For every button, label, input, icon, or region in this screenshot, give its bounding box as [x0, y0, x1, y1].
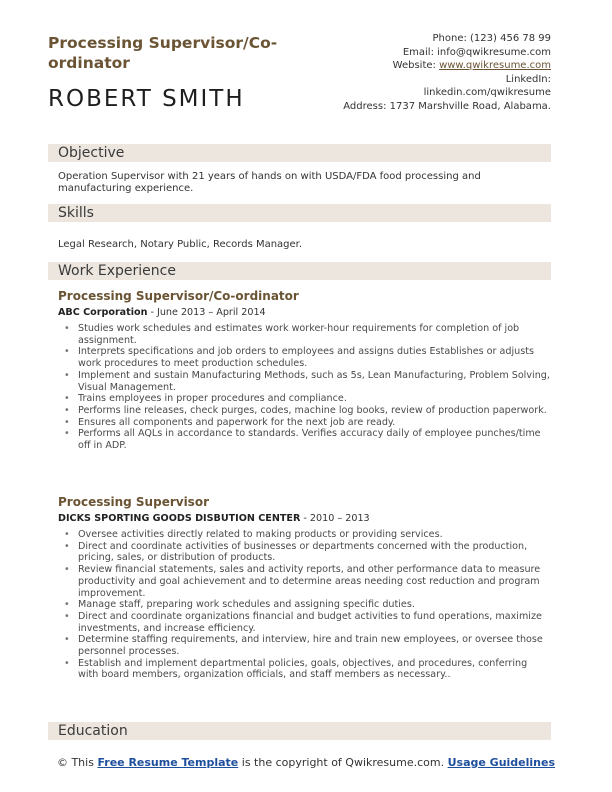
list-item: • Interprets specifications and job orders to employees and assigns duties Establishes or adjusts work procedures to meet production schedules. — [58, 346, 550, 369]
website-label: Website: — [392, 60, 440, 71]
objective-text: Operation Supervisor with 21 years of hands on with USDA/FDA food processing and manufacturing experience. — [58, 171, 481, 194]
website-link[interactable]: www.qwikresume.com — [439, 60, 551, 71]
free-resume-template-link[interactable]: Free Resume Template — [97, 756, 239, 769]
copyright-footer — [48, 756, 564, 770]
contact-website — [321, 59, 551, 73]
objective-heading: Objective — [58, 145, 125, 161]
list-item: • Performs all AQLs in accordance to standards. Verifies accuracy daily of employee punches/time off in ADP. — [58, 428, 550, 451]
list-item: • Direct and coordinate activities of businesses or departments concerned with the production, pricing, sales, or distribution of products. — [58, 541, 550, 564]
job-company-line — [58, 513, 370, 525]
contact-linkedin: linkedin.com/qwikresume — [423, 87, 551, 98]
job-title: Processing Supervisor — [58, 495, 209, 509]
work-experience-heading: Work Experience — [58, 263, 176, 279]
education-heading: Education — [58, 723, 128, 739]
job-responsibilities — [58, 529, 550, 681]
objective-section-header — [48, 144, 551, 162]
list-item: • Trains employees in proper procedures and compliance. — [58, 393, 550, 405]
list-item: • Studies work schedules and estimates work worker-hour requirements for completion of job assignment. — [58, 323, 550, 346]
work-experience-section-header — [48, 262, 551, 280]
contact-linkedin-label: LinkedIn: — [505, 73, 551, 85]
job-title: Processing Supervisor/Co-ordinator — [58, 289, 299, 303]
list-item: • Manage staff, preparing work schedules and assigning specific duties. — [58, 599, 550, 611]
contact-phone: Phone: (123) 456 78 99 — [432, 33, 551, 44]
header-job-title: Processing Supervisor/Co-ordinator — [48, 34, 278, 72]
skills-section-header — [48, 204, 551, 222]
list-item: • Oversee activities directly related to making products or providing services. — [58, 529, 550, 541]
contact-email: Email: info@qwikresume.com — [402, 46, 551, 58]
candidate-name: ROBERT SMITH — [48, 86, 245, 112]
skills-heading: Skills — [58, 205, 94, 221]
contact-address: Address: 1737 Marshville Road, Alabama. — [343, 100, 551, 112]
skills-text: Legal Research, Notary Public, Records Manager. — [58, 239, 303, 250]
job-company-line — [58, 307, 266, 319]
company-name: ABC Corporation — [58, 307, 148, 318]
resume-header — [48, 0, 564, 130]
list-item: • Review financial statements, sales and activity reports, and other performance data to measure productivity and goal achievement and to determine areas needing cost reduction and program improvement. — [58, 564, 550, 599]
list-item: • Direct and coordinate organizations financial and budget activities to fund operations, maximize investments, and increase efficiency. — [58, 611, 550, 634]
footer-middle: is the copyright of Qwikresume.com. — [238, 756, 448, 769]
list-item: • Performs line releases, check purges, codes, machine log books, review of production paperwork. — [58, 405, 550, 417]
education-section-header — [48, 722, 551, 740]
contact-block — [321, 32, 551, 113]
usage-guidelines-link[interactable]: Usage Guidelines — [447, 756, 556, 769]
company-name: DICKS SPORTING GOODS DISBUTION CENTER — [58, 513, 301, 524]
job-dates: - June 2013 – April 2014 — [147, 307, 266, 318]
job-responsibilities — [58, 323, 550, 452]
list-item: • Implement and sustain Manufacturing Methods, such as 5s, Lean Manufacturing, Problem Solving, Visual Management. — [58, 370, 550, 393]
footer-prefix: © This — [56, 756, 98, 769]
list-item: • Establish and implement departmental policies, goals, objectives, and procedures, conferring with board members, organization officials, and staff members as necessary.. — [58, 658, 550, 681]
list-item: • Ensures all components and paperwork for the next job are ready. — [58, 417, 550, 429]
job-dates: - 2010 – 2013 — [300, 513, 370, 524]
list-item: • Determine staffing requirements, and interview, hire and train new employees, or oversee those personnel processes. — [58, 634, 550, 657]
